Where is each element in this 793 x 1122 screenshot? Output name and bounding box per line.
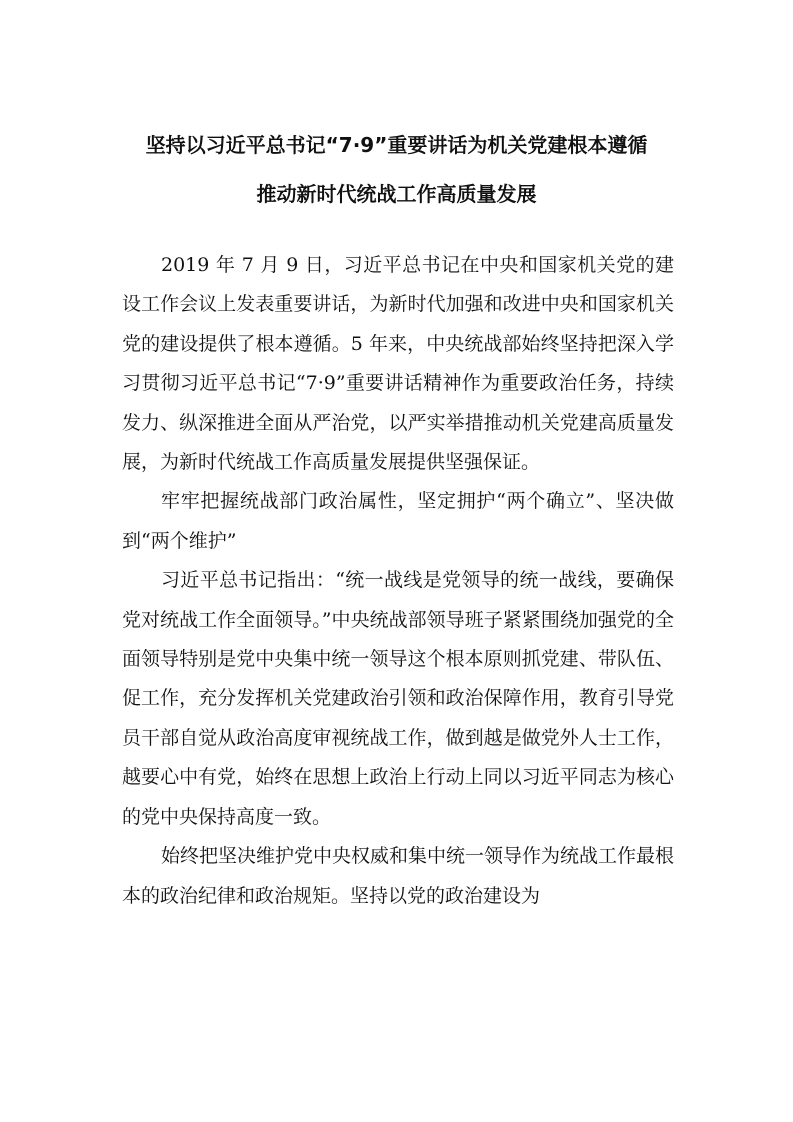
document-body (122, 246, 674, 916)
paragraph-section-heading: 牢牢把握统战部门政治属性，坚定拥护“两个确立”、坚决做到“两个维护” (122, 490, 674, 552)
document-title-line-2: 推动新时代统战工作高质量发展 (256, 182, 537, 206)
paragraph-intro: 2019 年 7 月 9 日，习近平总书记在中央和国家机关党的建设工作会议上发表重要讲话，为新时代加强和改进中央和国家机关党的建设提供了根本遵循。5 年来，中央统战部始终坚持把深入学习贯彻习近平总书记“7·9”重要讲话精神作为重要政治任务，持续发力、纵深推进全面从严治党，以严实举措推动机关党建高质量发展，为新时代统战工作高质量发展提供坚强保证。 (122, 254, 674, 474)
document-title-line-1: 坚持以习近平总书记“7·9”重要讲话为机关党建根本遵循 (145, 133, 648, 157)
paragraph-continuation: 始终把坚决维护党中央权威和集中统一领导作为统战工作最根本的政治纪律和政治规矩。坚持以党的政治建设为 (122, 845, 675, 907)
paragraph-quote: 习近平总书记指出：“统一战线是党领导的统一战线，要确保党对统战工作全面领导。”中央统战部领导班子紧紧围绕加强党的全面领导特别是党中央集中统一领导这个根本原则抓党建、带队伍、促工作，充分发挥机关党建政治引领和政治保障作用，教育引导党员干部自觉从政治高度审视统战工作，做到越是做党外人士工作，越要心中有党，始终在思想上政治上行动上同以习近平同志为核心的党中央保持高度一致。 (122, 569, 674, 828)
